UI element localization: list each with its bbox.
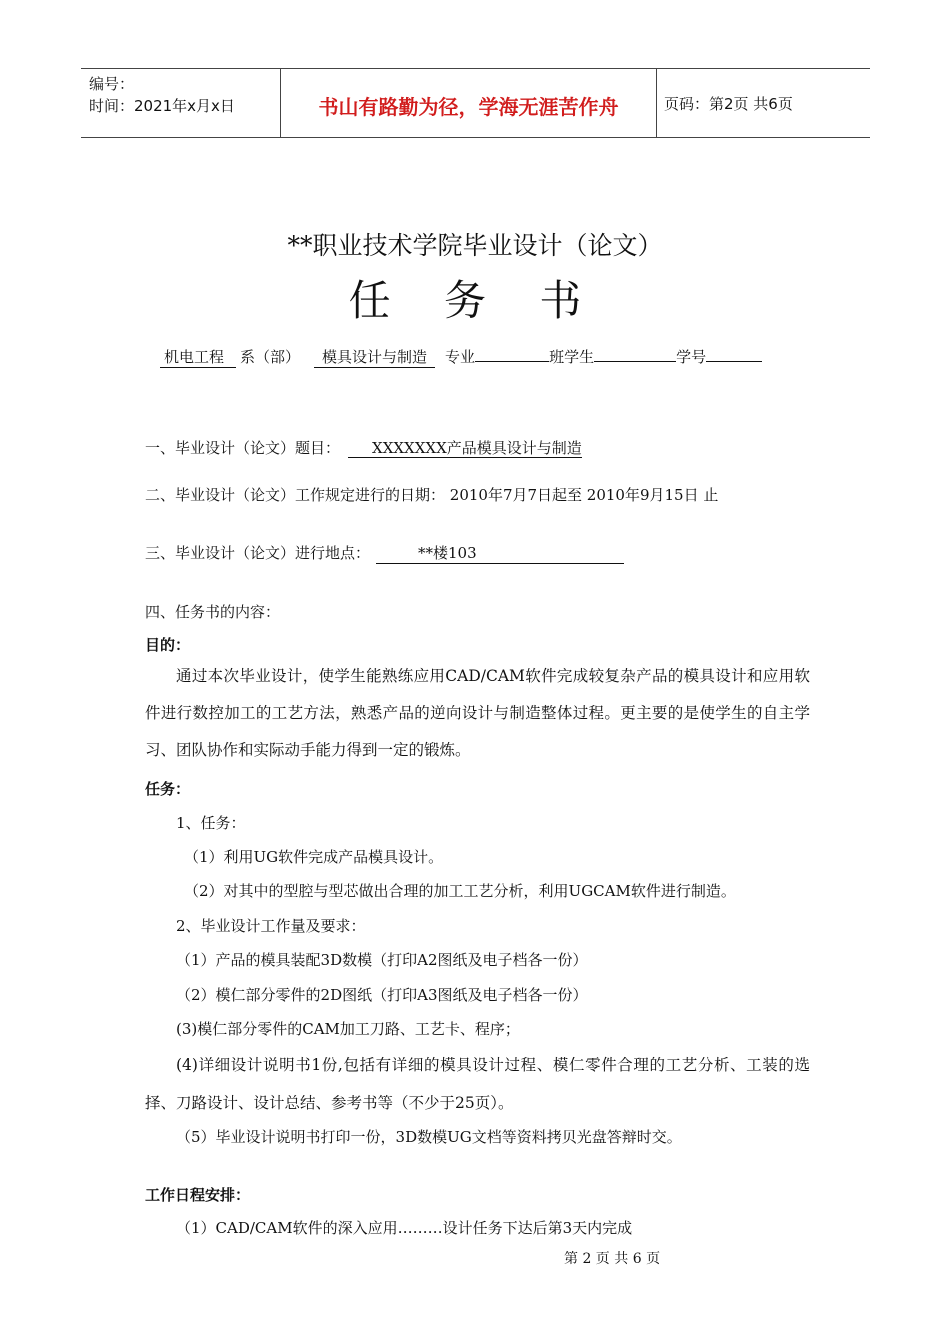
section-3 (145, 542, 624, 564)
section-4: 四、任务书的内容： (145, 603, 281, 621)
number-label: 编号： (89, 75, 135, 93)
location-value: **楼103 (376, 542, 624, 564)
task-2-item-3: (3)模仁部分零件的CAM加工刀路、工艺卡、程序； (176, 1020, 520, 1038)
class-label: 班学生 (549, 348, 595, 366)
purpose-heading: 目的： (145, 636, 191, 654)
section-3-label: 三、毕业设计（论文）进行地点： (145, 544, 371, 562)
task-1-item-2: （2）对其中的型腔与型芯做出合理的加工工艺分析，利用UGCAM软件进行制造。 (184, 882, 736, 900)
id-blank (706, 343, 762, 362)
header-divider (656, 69, 657, 137)
time-label: 时间：2021年x月x日 (89, 97, 235, 115)
dept-label: 系（部） (240, 348, 301, 366)
major-label: 专业 (445, 348, 476, 366)
header-left-cell (89, 73, 235, 117)
student-blank (594, 343, 676, 362)
task-2-item-1: （1）产品的模具装配3D数模（打印A2图纸及电子档各一份） (176, 951, 588, 969)
tasks-heading: 任务： (145, 780, 191, 798)
id-label: 学号 (676, 348, 707, 366)
header-page-label: 页码：第2页 共6页 (664, 95, 793, 113)
task-1: 1、任务： (176, 814, 246, 832)
thesis-title: XXXXXXX产品模具设计与制造 (348, 439, 582, 458)
student-info-row (160, 343, 762, 368)
document-title: **职业技术学院毕业设计（论文） (287, 231, 663, 260)
schedule-heading: 工作日程安排： (145, 1186, 251, 1204)
task-1-item-1: （1）利用UG软件完成产品模具设计。 (184, 848, 444, 866)
schedule-item-1: （1）CAD/CAM软件的深入应用………设计任务下达后第3天内完成 (176, 1219, 633, 1237)
section-1-label: 一、毕业设计（论文）题目： (145, 439, 341, 457)
task-2: 2、毕业设计工作量及要求： (176, 917, 366, 935)
major-blank (475, 343, 549, 362)
section-2: 二、毕业设计（论文）工作规定进行的日期： 2010年7月7日起至 2010年9月15日 止 (145, 486, 719, 504)
document-subtitle: 任 务 书 (348, 276, 602, 325)
section-1 (145, 437, 582, 458)
header-motto: 书山有路勤为径，学海无涯苦作舟 (318, 95, 619, 119)
task-2-item-4: (4)详细设计说明书1份,包括有详细的模具设计过程、模仁零件合理的工艺分析、工装的选择、刀路设计、设计总结、参考书等（不少于25页）。 (145, 1056, 810, 1112)
page-header (81, 68, 870, 138)
task-2-item-5: （5）毕业设计说明书打印一份，3D数模UG文档等资料拷贝光盘答辩时交。 (176, 1128, 682, 1146)
task-2-item-2: （2）模仁部分零件的2D图纸（打印A3图纸及电子档各一份） (176, 986, 588, 1004)
dept-value: 机电工程 (160, 346, 236, 368)
purpose-text: 通过本次毕业设计，使学生能熟练应用CAD/CAM软件完成较复杂产品的模具设计和应用软件进行数控加工的工艺方法，熟悉产品的逆向设计与制造整体过程。更主要的是使学生的自主学习、团队协作和实际动手能力得到一定的锻炼。 (145, 667, 810, 759)
page-footer: 第 2 页 共 6 页 (564, 1251, 661, 1267)
major-value: 模具设计与制造 (314, 346, 435, 368)
